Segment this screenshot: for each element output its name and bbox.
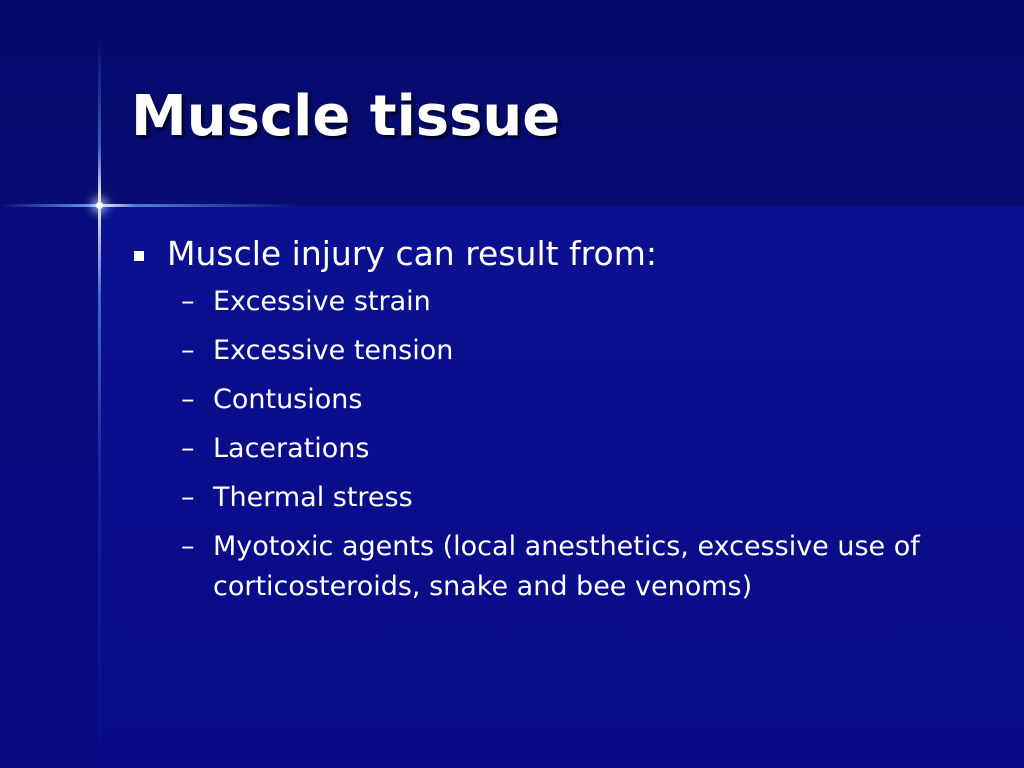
sparkle-icon <box>96 202 103 209</box>
dash-icon: – <box>181 335 195 366</box>
slide-title: Muscle tissue <box>131 84 561 149</box>
sub-bullet-text: Lacerations <box>213 433 370 464</box>
sub-bullet-list <box>131 282 981 607</box>
sub-bullet-item <box>181 527 981 607</box>
dash-icon: – <box>181 482 195 513</box>
dash-icon: – <box>181 384 195 415</box>
bullet-text: Muscle injury can result from: <box>167 234 657 273</box>
sub-bullet-text: Excessive strain <box>213 286 431 317</box>
sub-bullet-item <box>181 282 981 322</box>
sub-bullet-item <box>181 331 981 371</box>
vertical-glow-line <box>98 40 101 768</box>
sub-bullet-item <box>181 478 981 518</box>
bullet-item <box>131 232 981 276</box>
sub-bullet-item <box>181 380 981 420</box>
sub-bullet-text: Thermal stress <box>213 482 413 513</box>
dash-icon: – <box>181 531 195 562</box>
dash-icon: – <box>181 286 195 317</box>
sub-bullet-text: Excessive tension <box>213 335 454 366</box>
dash-icon: – <box>181 433 195 464</box>
sub-bullet-item <box>181 429 981 469</box>
square-bullet-icon <box>134 251 144 261</box>
left-band <box>0 206 98 768</box>
horizontal-glow-line <box>0 204 300 207</box>
slide-content <box>131 232 981 616</box>
sub-bullet-text: Contusions <box>213 384 363 415</box>
sub-bullet-text: Myotoxic agents (local anesthetics, excessive use of corticosteroids, snake and bee venoms) <box>213 531 920 602</box>
